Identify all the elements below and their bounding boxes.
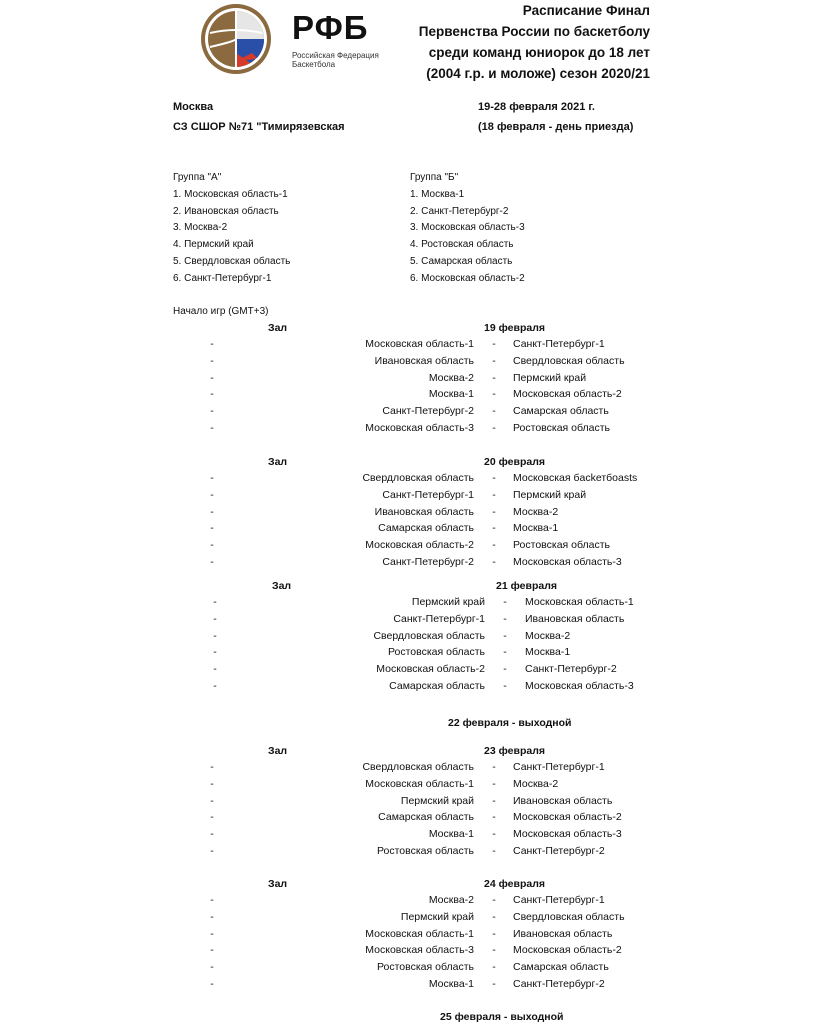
group-name: Группа "Б" bbox=[410, 172, 459, 183]
game-row bbox=[0, 506, 818, 522]
home-team: Санкт-Петербург-1 bbox=[393, 612, 485, 625]
away-team: Московская бaсkетбоasts bbox=[513, 472, 638, 484]
time-placeholder: - bbox=[213, 680, 217, 692]
home-team: Московская область-1 bbox=[365, 338, 474, 350]
game-row bbox=[0, 556, 818, 572]
versus-dash: - bbox=[492, 811, 496, 824]
logo-abbr: РФБ bbox=[292, 9, 369, 46]
game-row bbox=[0, 355, 818, 371]
time-placeholder: - bbox=[210, 910, 214, 923]
home-team: Московская область-1 bbox=[365, 777, 474, 790]
title-line: (2004 г.р. и моложе) сезон 2020/21 bbox=[426, 66, 650, 81]
day-off: 22 февраля - выходной bbox=[448, 717, 572, 729]
time-placeholder: - bbox=[210, 539, 214, 552]
game-row bbox=[0, 646, 818, 662]
time-placeholder: - bbox=[210, 961, 214, 974]
time-placeholder: - bbox=[210, 488, 214, 501]
hall-header: Зал bbox=[272, 580, 292, 592]
group-b bbox=[410, 170, 525, 288]
title-line: Расписание Финал bbox=[522, 3, 650, 18]
time-placeholder: - bbox=[213, 596, 217, 608]
away-team: Пермский край bbox=[513, 371, 587, 384]
home-team: Ростовская область bbox=[387, 646, 485, 659]
day-date: 19 февраля bbox=[484, 322, 545, 334]
game-row bbox=[0, 630, 818, 646]
home-team: Ростовская область bbox=[376, 845, 474, 857]
home-team: Свердловская область bbox=[362, 472, 474, 484]
day-date: 23 февраля bbox=[484, 745, 545, 757]
hall-header: Зал bbox=[268, 322, 288, 334]
home-team: Свердловская область bbox=[362, 761, 474, 773]
group-team: 4. Пермский край bbox=[173, 239, 254, 251]
away-team: Москва-2 bbox=[525, 629, 571, 642]
versus-dash: - bbox=[503, 596, 507, 608]
time-placeholder: - bbox=[210, 505, 214, 518]
versus-dash: - bbox=[503, 663, 507, 676]
time-placeholder: - bbox=[210, 828, 214, 841]
home-team: Московская область-3 bbox=[365, 422, 474, 434]
versus-dash: - bbox=[492, 522, 496, 535]
game-row bbox=[0, 539, 818, 555]
game-row bbox=[0, 338, 818, 354]
time-placeholder: - bbox=[210, 472, 214, 484]
versus-dash: - bbox=[492, 961, 496, 974]
game-row bbox=[0, 489, 818, 505]
versus-dash: - bbox=[503, 612, 507, 625]
home-team: Москва-2 bbox=[428, 371, 474, 384]
versus-dash: - bbox=[503, 629, 507, 642]
away-team: Свердловская область bbox=[513, 910, 625, 923]
rfb-logo bbox=[200, 3, 390, 75]
home-team: Московская область-2 bbox=[376, 663, 485, 676]
game-row bbox=[0, 472, 818, 488]
home-team: Самарская область bbox=[389, 680, 485, 692]
home-team: Пермский край bbox=[400, 910, 474, 923]
away-team: Московская область-2 bbox=[513, 811, 622, 824]
home-team: Пермский край bbox=[411, 596, 485, 608]
versus-dash: - bbox=[492, 927, 496, 940]
title-line: среди команд юниорок до 18 лет bbox=[428, 45, 650, 60]
away-team: Московская область-2 bbox=[513, 388, 622, 401]
time-placeholder: - bbox=[210, 388, 214, 401]
versus-dash: - bbox=[492, 910, 496, 923]
home-team: Самарская область bbox=[378, 522, 474, 535]
group-team: 5. Свердловская область bbox=[173, 255, 291, 267]
time-placeholder: - bbox=[210, 405, 214, 418]
home-team: Пермский край bbox=[400, 794, 474, 807]
logo-subtitle: Российская Федерация Баскетбола bbox=[292, 51, 379, 69]
group-team: 3. Московская область-3 bbox=[410, 222, 525, 234]
game-row bbox=[0, 663, 818, 679]
home-team: Самарская область bbox=[378, 811, 474, 824]
versus-dash: - bbox=[503, 680, 507, 692]
time-placeholder: - bbox=[210, 894, 214, 906]
hall-header: Зал bbox=[268, 745, 288, 757]
home-team: Москва-1 bbox=[428, 978, 474, 990]
hall-header: Зал bbox=[268, 878, 288, 890]
group-a bbox=[173, 170, 290, 288]
game-row bbox=[0, 422, 818, 438]
home-team: Ростовская область bbox=[376, 961, 474, 974]
game-row bbox=[0, 596, 818, 612]
group-team: 2. Ивановская область bbox=[173, 205, 279, 217]
away-team: Московская область-2 bbox=[513, 944, 622, 957]
versus-dash: - bbox=[492, 944, 496, 957]
away-team: Ивановская область bbox=[525, 612, 625, 625]
time-placeholder: - bbox=[210, 777, 214, 790]
day-off: 25 февраля - выходной bbox=[440, 1011, 564, 1023]
versus-dash: - bbox=[492, 505, 496, 518]
game-row bbox=[0, 522, 818, 538]
home-team: Санкт-Петербург-2 bbox=[382, 405, 474, 418]
rfb-emblem-icon bbox=[200, 3, 272, 75]
home-team: Ивановская область bbox=[374, 505, 474, 518]
game-row bbox=[0, 911, 818, 927]
time-placeholder: - bbox=[210, 422, 214, 434]
game-row bbox=[0, 778, 818, 794]
group-name: Группа "А" bbox=[173, 172, 222, 183]
game-row bbox=[0, 828, 818, 844]
away-team: Санкт-Петербург-2 bbox=[513, 978, 605, 990]
group-team: 3. Москва-2 bbox=[173, 222, 228, 234]
versus-dash: - bbox=[492, 828, 496, 841]
game-row bbox=[0, 388, 818, 404]
versus-dash: - bbox=[492, 354, 496, 367]
day-date: 24 февраля bbox=[484, 878, 545, 890]
home-team: Санкт-Петербург-2 bbox=[382, 556, 474, 568]
title-line: Первенства России по баскетболу bbox=[418, 24, 650, 39]
away-team: Москва-1 bbox=[525, 646, 571, 659]
hall-header: Зал bbox=[268, 456, 288, 468]
away-team: Самарская область bbox=[513, 961, 609, 974]
away-team: Москва-2 bbox=[513, 777, 559, 790]
versus-dash: - bbox=[492, 405, 496, 418]
versus-dash: - bbox=[492, 777, 496, 790]
time-placeholder: - bbox=[210, 354, 214, 367]
home-team: Московская область-2 bbox=[365, 539, 474, 552]
games-start-note: Начало игр (GMT+3) bbox=[173, 306, 269, 317]
away-team: Московская область-3 bbox=[525, 680, 634, 692]
time-placeholder: - bbox=[210, 944, 214, 957]
home-team: Ивановская область bbox=[374, 354, 474, 367]
group-team: 6. Санкт-Петербург-1 bbox=[173, 272, 272, 284]
versus-dash: - bbox=[492, 422, 496, 434]
home-team: Свердловская область bbox=[373, 629, 485, 642]
away-team: Московская область-3 bbox=[513, 828, 622, 841]
game-row bbox=[0, 845, 818, 861]
time-placeholder: - bbox=[213, 612, 217, 625]
time-placeholder: - bbox=[210, 371, 214, 384]
versus-dash: - bbox=[492, 845, 496, 857]
group-team: 1. Москва-1 bbox=[410, 188, 465, 200]
day-date: 20 февраля bbox=[484, 456, 545, 468]
time-placeholder: - bbox=[213, 629, 217, 642]
away-team: Санкт-Петербург-2 bbox=[525, 663, 617, 676]
home-team: Москва-1 bbox=[428, 388, 474, 401]
versus-dash: - bbox=[492, 472, 496, 484]
game-row bbox=[0, 761, 818, 777]
away-team: Свердловская область bbox=[513, 354, 625, 367]
versus-dash: - bbox=[492, 539, 496, 552]
away-team: Московская область-1 bbox=[525, 596, 634, 608]
versus-dash: - bbox=[503, 646, 507, 659]
time-placeholder: - bbox=[210, 761, 214, 773]
versus-dash: - bbox=[492, 894, 496, 906]
time-placeholder: - bbox=[210, 811, 214, 824]
date-range: 19-28 февраля 2021 г. bbox=[478, 101, 595, 113]
venue-city: Москва bbox=[173, 101, 214, 113]
venue-place: СЗ СШОР №71 "Тимирязевская bbox=[173, 121, 345, 133]
game-row bbox=[0, 680, 818, 696]
versus-dash: - bbox=[492, 338, 496, 350]
time-placeholder: - bbox=[210, 845, 214, 857]
time-placeholder: - bbox=[213, 663, 217, 676]
away-team: Санкт-Петербург-2 bbox=[513, 845, 605, 857]
time-placeholder: - bbox=[210, 556, 214, 568]
home-team: Московская область-1 bbox=[365, 927, 474, 940]
time-placeholder: - bbox=[210, 338, 214, 350]
arrival-note: (18 февраля - день приезда) bbox=[478, 121, 634, 133]
group-team: 5. Самарская область bbox=[410, 255, 513, 267]
group-team: 1. Московская область-1 bbox=[173, 188, 288, 200]
game-row bbox=[0, 978, 818, 994]
away-team: Санкт-Петербург-1 bbox=[513, 761, 605, 773]
away-team: Самарская область bbox=[513, 405, 609, 418]
away-team: Санкт-Петербург-1 bbox=[513, 894, 605, 906]
day-date: 21 февраля bbox=[496, 580, 557, 592]
group-team: 6. Московская область-2 bbox=[410, 272, 525, 284]
away-team: Москва-2 bbox=[513, 505, 559, 518]
time-placeholder: - bbox=[210, 522, 214, 535]
game-row bbox=[0, 613, 818, 629]
game-row bbox=[0, 961, 818, 977]
game-row bbox=[0, 944, 818, 960]
home-team: Санкт-Петербург-1 bbox=[382, 488, 474, 501]
home-team: Москва-1 bbox=[428, 828, 474, 841]
game-row bbox=[0, 795, 818, 811]
away-team: Ивановская область bbox=[513, 794, 613, 807]
time-placeholder: - bbox=[210, 927, 214, 940]
group-team: 4. Ростовская область bbox=[410, 239, 514, 251]
game-row bbox=[0, 372, 818, 388]
time-placeholder: - bbox=[210, 978, 214, 990]
away-team: Московская область-3 bbox=[513, 556, 622, 568]
away-team: Пермский край bbox=[513, 488, 587, 501]
game-row bbox=[0, 928, 818, 944]
away-team: Ростовская область bbox=[513, 539, 611, 552]
away-team: Москва-1 bbox=[513, 522, 559, 535]
versus-dash: - bbox=[492, 794, 496, 807]
time-placeholder: - bbox=[210, 794, 214, 807]
game-row bbox=[0, 811, 818, 827]
game-row bbox=[0, 405, 818, 421]
away-team: Ростовская область bbox=[513, 422, 611, 434]
time-placeholder: - bbox=[213, 646, 217, 659]
away-team: Ивановская область bbox=[513, 927, 613, 940]
versus-dash: - bbox=[492, 388, 496, 401]
home-team: Москва-2 bbox=[428, 894, 474, 906]
versus-dash: - bbox=[492, 371, 496, 384]
group-team: 2. Санкт-Петербург-2 bbox=[410, 205, 509, 217]
versus-dash: - bbox=[492, 978, 496, 990]
versus-dash: - bbox=[492, 488, 496, 501]
away-team: Санкт-Петербург-1 bbox=[513, 338, 605, 350]
game-row bbox=[0, 894, 818, 910]
document-title bbox=[405, 0, 650, 84]
versus-dash: - bbox=[492, 761, 496, 773]
home-team: Московская область-3 bbox=[365, 944, 474, 957]
versus-dash: - bbox=[492, 556, 496, 568]
